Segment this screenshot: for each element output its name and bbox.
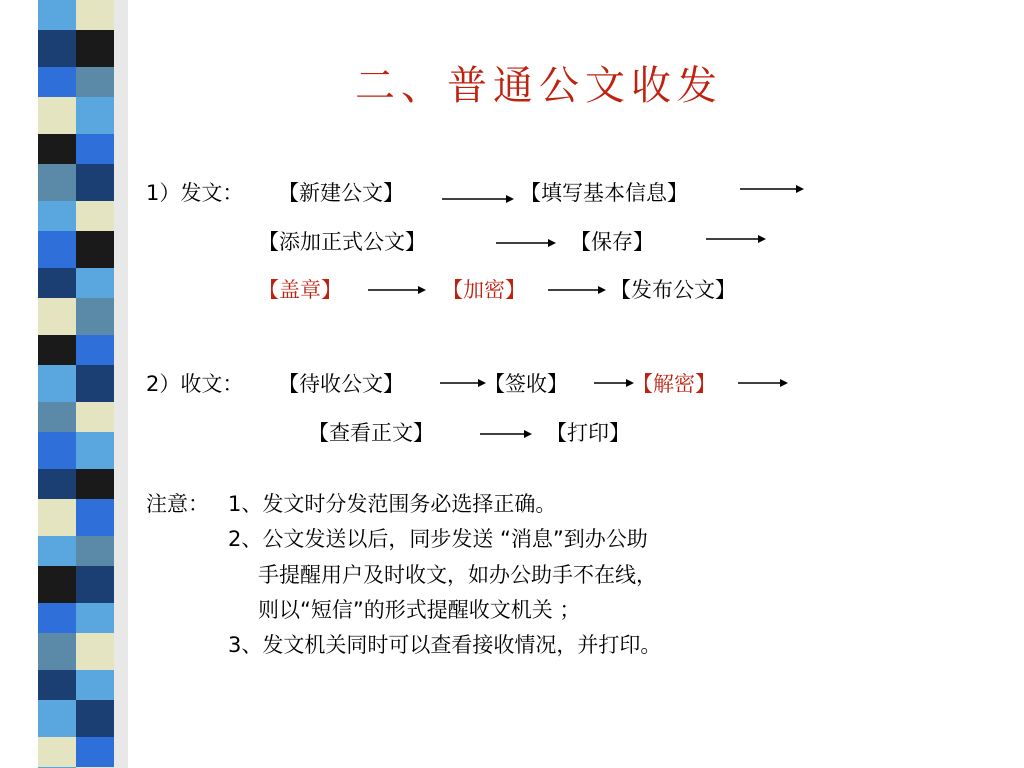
stripe-block	[76, 30, 114, 67]
stripe-block	[76, 633, 114, 670]
stripe-block	[38, 670, 76, 700]
stripe-block	[38, 603, 76, 633]
stripe-block	[76, 335, 114, 365]
note-line-2: 2、公文发送以后，同步发送 “消息”到办公助	[228, 527, 648, 551]
stripe-block	[38, 164, 76, 201]
stripe-block	[76, 365, 114, 402]
arrow-icon	[442, 194, 514, 204]
step-seal: 【盖章】	[258, 278, 342, 302]
decorative-stripe	[0, 0, 130, 768]
step-view-document: 【查看正文】	[308, 421, 434, 445]
notes-label: 注意：	[146, 492, 209, 516]
stripe-block	[76, 603, 114, 633]
stripe-block	[76, 499, 114, 536]
stripe-block	[76, 268, 114, 298]
step-encrypt: 【加密】	[442, 278, 526, 302]
arrow-icon	[738, 378, 788, 388]
stripe-block	[76, 700, 114, 737]
stripe-block	[38, 432, 76, 469]
step-print: 【打印】	[546, 421, 630, 445]
section2-label: 2）收文：	[146, 372, 244, 396]
stripe-block	[76, 231, 114, 268]
note-line-5: 3、发文机关同时可以查看接收情况，并打印。	[228, 633, 662, 657]
stripe-block	[76, 134, 114, 164]
stripe-block	[76, 432, 114, 469]
stripe-block	[76, 0, 114, 30]
stripe-block	[38, 268, 76, 298]
stripe-block	[76, 402, 114, 432]
stripe-block	[76, 97, 114, 134]
step-publish-document: 【发布公文】	[610, 278, 736, 302]
stripe-block	[76, 536, 114, 566]
arrow-icon	[480, 429, 532, 439]
note-line-4: 则以“短信”的形式提醒收文机关 ；	[258, 598, 581, 622]
stripe-block	[76, 737, 114, 767]
arrow-icon	[706, 234, 766, 244]
arrow-icon	[740, 184, 804, 194]
note-line-1: 1、发文时分发范围务必选择正确。	[228, 492, 557, 516]
slide-title: 二、普通公文收发	[355, 63, 723, 109]
stripe-block	[38, 335, 76, 365]
stripe-block	[76, 164, 114, 201]
stripe-block	[38, 0, 76, 30]
stripe-block	[38, 365, 76, 402]
stripe-block	[38, 134, 76, 164]
step-decrypt: 【解密】	[632, 372, 716, 396]
stripe-block	[76, 67, 114, 97]
stripe-block	[76, 201, 114, 231]
stripe-block	[38, 97, 76, 134]
step-add-formal-document: 【添加正式公文】	[258, 230, 426, 254]
stripe-block	[38, 67, 76, 97]
step-sign-receipt: 【签收】	[484, 372, 568, 396]
arrow-icon	[440, 378, 486, 388]
stripe-block	[38, 536, 76, 566]
arrow-icon	[548, 285, 606, 295]
note-line-3: 手提醒用户及时收文，如办公助手不在线，	[258, 563, 657, 587]
stripe-block	[38, 737, 76, 767]
stripe-block	[38, 700, 76, 737]
stripe-block	[76, 298, 114, 335]
arrow-icon	[594, 378, 634, 388]
stripe-block	[38, 201, 76, 231]
stripe-block	[38, 231, 76, 268]
stripe-block	[76, 469, 114, 499]
stripe-block	[38, 469, 76, 499]
arrow-icon	[368, 285, 426, 295]
section1-label: 1）发文：	[146, 181, 244, 205]
stripe-shadow	[114, 0, 128, 768]
stripe-block	[38, 298, 76, 335]
step-pending-documents: 【待收公文】	[278, 372, 404, 396]
stripe-block	[38, 402, 76, 432]
step-save: 【保存】	[570, 230, 654, 254]
stripe-block	[38, 30, 76, 67]
stripe-block	[76, 670, 114, 700]
stripe-block	[76, 566, 114, 603]
arrow-icon	[496, 238, 556, 248]
step-fill-basic-info: 【填写基本信息】	[520, 181, 688, 205]
stripe-block	[38, 499, 76, 536]
step-new-document: 【新建公文】	[278, 181, 404, 205]
stripe-block	[38, 566, 76, 603]
stripe-block	[38, 633, 76, 670]
